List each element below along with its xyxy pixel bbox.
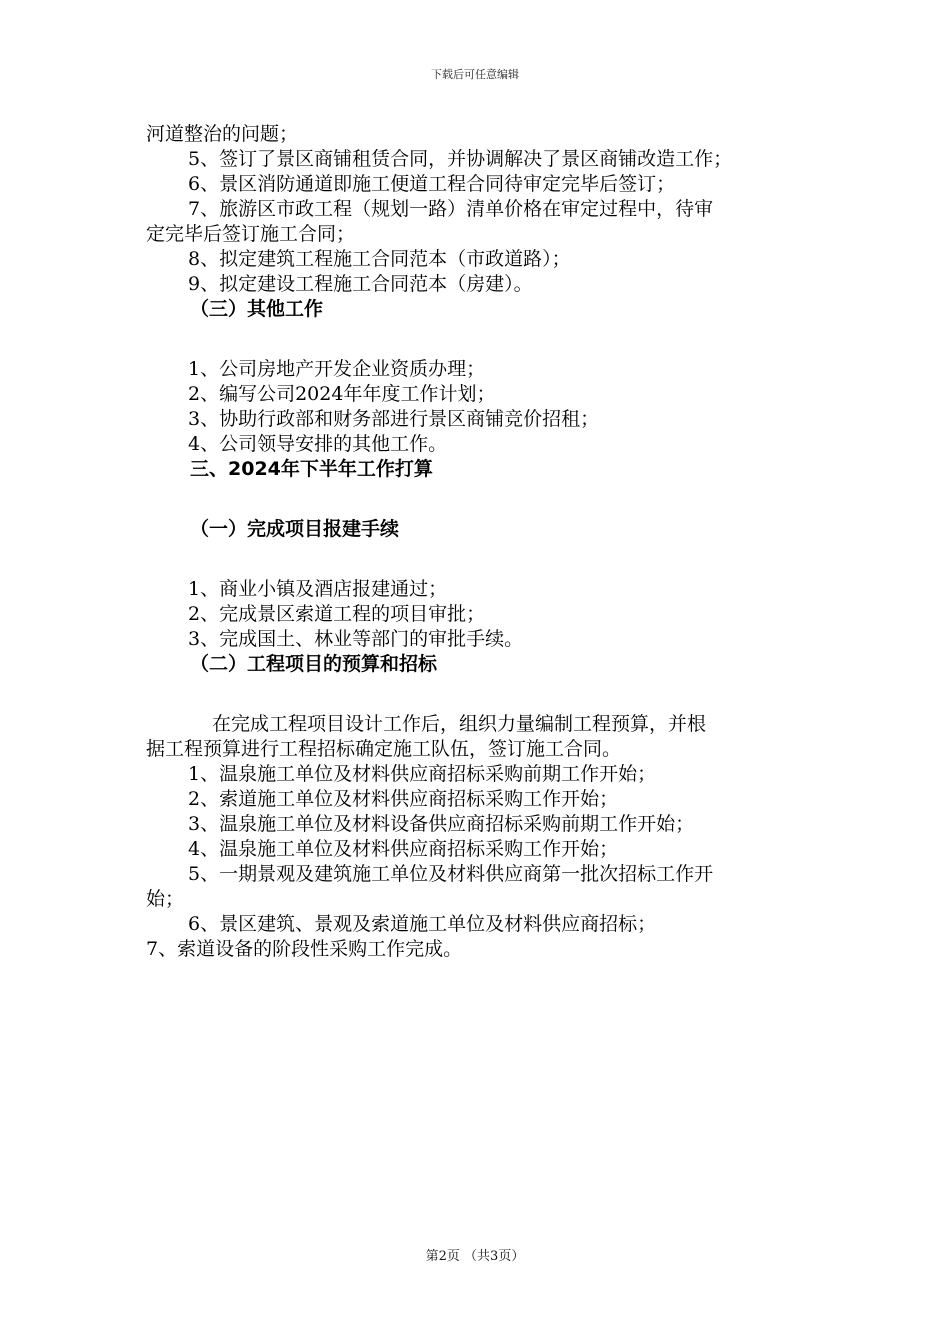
section-heading-permits: （一）完成项目报建手续	[190, 518, 400, 540]
section-heading-plan: 三、2024年下半年工作打算	[190, 458, 433, 480]
page-header: 下载后可任意编辑	[431, 68, 519, 81]
list-item: 9、拟定建设工程施工合同范本（房建）。	[188, 273, 533, 295]
paragraph-line: 在完成工程项目设计工作后，组织力量编制工程预算，并根	[212, 713, 707, 735]
list-item: 7、索道设备的阶段性采购工作完成。	[146, 938, 463, 960]
document-body	[146, 122, 826, 962]
text-line: 定完毕后签订施工合同；	[146, 223, 356, 245]
list-item: 8、拟定建筑工程施工合同范本（市政道路）；	[188, 248, 571, 270]
list-item: 6、景区消防通道即施工便道工程合同待审定完毕后签订；	[188, 173, 676, 195]
list-item: 6、景区建筑、景观及索道施工单位及材料供应商招标；	[188, 913, 657, 935]
list-item: 1、商业小镇及酒店报建通过；	[188, 578, 448, 600]
list-item: 4、公司领导安排的其他工作。	[188, 433, 448, 455]
list-item: 2、完成景区索道工程的项目审批；	[188, 603, 486, 625]
list-item: 2、索道施工单位及材料供应商招标采购工作开始；	[188, 788, 619, 810]
list-item: 2、编写公司2024年年度工作计划；	[188, 383, 496, 405]
section-heading-other-work: （三）其他工作	[190, 298, 324, 320]
list-item: 3、温泉施工单位及材料设备供应商招标采购前期工作开始；	[188, 813, 695, 835]
list-item: 3、完成国土、林业等部门的审批手续。	[188, 628, 524, 650]
paragraph-line: 据工程预算进行工程招标确定施工队伍，签订施工合同。	[146, 738, 622, 760]
list-item: 1、公司房地产开发企业资质办理；	[188, 358, 486, 380]
list-item: 3、协助行政部和财务部进行景区商铺竞价招租；	[188, 408, 600, 430]
list-item: 1、温泉施工单位及材料供应商招标采购前期工作开始；	[188, 763, 657, 785]
list-item: 5、一期景观及建筑施工单位及材料供应商第一批次招标工作开	[188, 863, 714, 885]
list-item: 5、签订了景区商铺租赁合同，并协调解决了景区商铺改造工作；	[188, 148, 733, 170]
text-line: 始；	[146, 888, 185, 910]
page-footer: 第2页 （共3页）	[425, 1249, 525, 1264]
list-item: 4、温泉施工单位及材料供应商招标采购工作开始；	[188, 838, 619, 860]
text-line: 河道整治的问题；	[146, 123, 299, 145]
section-heading-budget-bidding: （二）工程项目的预算和招标	[190, 653, 438, 675]
list-item: 7、旅游区市政工程（规划一路）清单价格在审定过程中，待审	[188, 198, 714, 220]
